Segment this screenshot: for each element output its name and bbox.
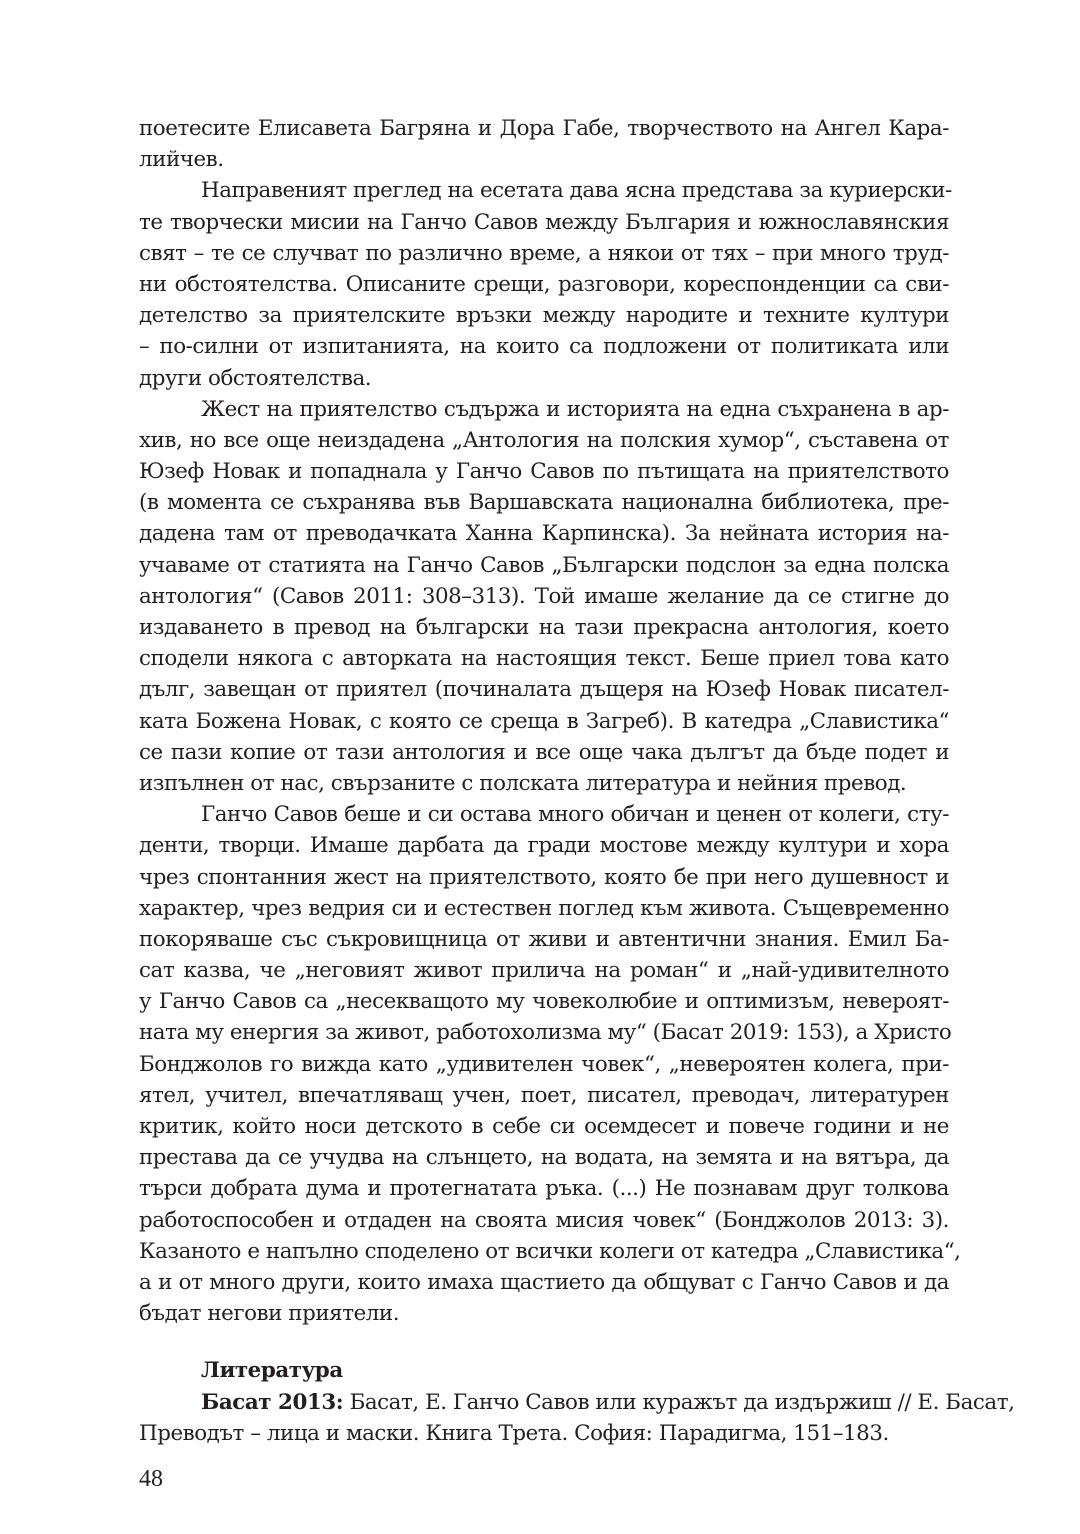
references-section (139, 1355, 1015, 1449)
text-line: работоспособен и отдаден на своята мисия човек“ (Бонджолов 2013: 3). (139, 1207, 949, 1233)
text-line: други обстоятелства. (139, 365, 372, 391)
reference-key: Басат 2013: (201, 1389, 344, 1415)
text-line: Юзеф Новак и попаднала у Ганчо Савов по пътищата на приятелството (139, 459, 949, 485)
reference-text: Басат, Е. Ганчо Савов или куражът да издържиш // Е. Басат, (349, 1389, 1015, 1415)
text-line: издаването в превод на български на тази прекрасна антология, което (139, 615, 949, 640)
paragraph-2 (139, 175, 952, 393)
text-line: (в момента се съхранява във Варшавската национална библиотека, пре- (139, 490, 949, 516)
text-line: а и от много други, които имаха щастието да общуват с Ганчо Савов и да (139, 1269, 949, 1295)
text-line: денти, творци. Имаше дарбата да гради мостове между култури и хора (139, 833, 949, 859)
text-line: характер, чрез ведрия си и естествен поглед към живота. Същевременно (139, 895, 949, 921)
text-line: дълг, завещан от приятел (починалата дъщеря на Юзеф Новак писател- (139, 677, 949, 703)
text-line: покоряваше със съкровищница от живи и автентични знания. Емил Ба- (139, 926, 949, 952)
text-line: Ганчо Савов беше и си остава много обичан и ценен от колеги, сту- (201, 802, 949, 828)
text-line: поетесите Елисавета Багряна и Дора Габе, творчеството на Ангел Кара- (139, 116, 949, 141)
text-line: бъдат негови приятели. (139, 1301, 400, 1327)
text-line: критик, който носи детското в себе си осемдесет и повече години и не (139, 1114, 949, 1139)
text-line: у Ганчо Савов са „несекващото му човеколюбие и оптимизъм, невероят- (139, 989, 949, 1015)
reference-entry-continuation: Преводът – лица и маски. Книга Трета. София: Парадигма, 151–183. (139, 1420, 889, 1446)
page-body (139, 113, 1015, 1449)
text-line: свят – те се случват по различно време, а някои от тях – при много труд- (139, 240, 949, 266)
text-line: сат казва, че „неговият живот прилича на роман“ и „най-удивителното (139, 958, 949, 984)
text-line: ятел, учител, впечатляващ учен, поет, писател, преводач, литературен (139, 1082, 949, 1108)
text-line: Жест на приятелство съдържа и историята на една съхранена в ар- (201, 396, 949, 422)
text-line: сподели някога с авторката на настоящия текст. Беше приел това като (139, 646, 949, 672)
text-line: хив, но все още неиздадена „Антология на полския хумор“, съставена от (139, 427, 949, 453)
paragraph-4 (139, 799, 961, 1329)
text-line: престава да се учудва на слънцето, на водата, на земята и на вятъра, да (139, 1145, 949, 1171)
text-line: детелство за приятелските връзки между народите и техните култури (139, 303, 949, 329)
text-line: изпълнен от нас, свързаните с полската литература и нейния превод. (139, 770, 907, 796)
text-line: учаваме от статията на Ганчо Савов „Български подслон за една полска (139, 552, 949, 578)
text-line: Бонджолов го вижда като „удивителен човек“, „невероятен колега, при- (139, 1051, 949, 1077)
references-heading: Литература (201, 1358, 343, 1384)
paragraph-3 (139, 394, 949, 799)
text-line: Направеният преглед на есетата дава ясна представа за куриерски- (201, 178, 952, 204)
text-line: антология“ (Савов 2011: 308–313). Той имаше желание да се стигне до (139, 583, 949, 609)
text-line: дадена там от преводачката Ханна Карпинска). За нейната история на- (139, 521, 949, 547)
page-number: 48 (139, 1466, 163, 1492)
text-line: лийчев. (139, 147, 224, 173)
text-line: те творчески мисии на Ганчо Савов между България и южнославянския (139, 209, 949, 235)
reference-entry (139, 1387, 1015, 1418)
paragraph-1 (139, 113, 949, 175)
text-line: търси добрата дума и протегнатата ръка. (...) Не познавам друг толкова (139, 1176, 949, 1202)
text-line: ката Божена Новак, с която се среща в Загреб). В катедра „Славистика“ (139, 708, 949, 734)
text-line: – по-силни от изпитанията, на които са подложени от политиката или (139, 334, 949, 360)
text-line: ната му енергия за живот, работохолизма му“ (Басат 2019: 153), а Христо (139, 1020, 952, 1046)
text-line: ни обстоятелства. Описаните срещи, разговори, кореспонденции са сви- (139, 271, 949, 297)
text-line: чрез спонтанния жест на приятелството, която бе при него душевност и (139, 864, 949, 890)
text-line: Казаното е напълно споделено от всички колеги от катедра „Славистика“, (139, 1238, 961, 1264)
text-line: се пази копие от тази антология и все още чака дългът да бъде подет и (139, 739, 949, 765)
